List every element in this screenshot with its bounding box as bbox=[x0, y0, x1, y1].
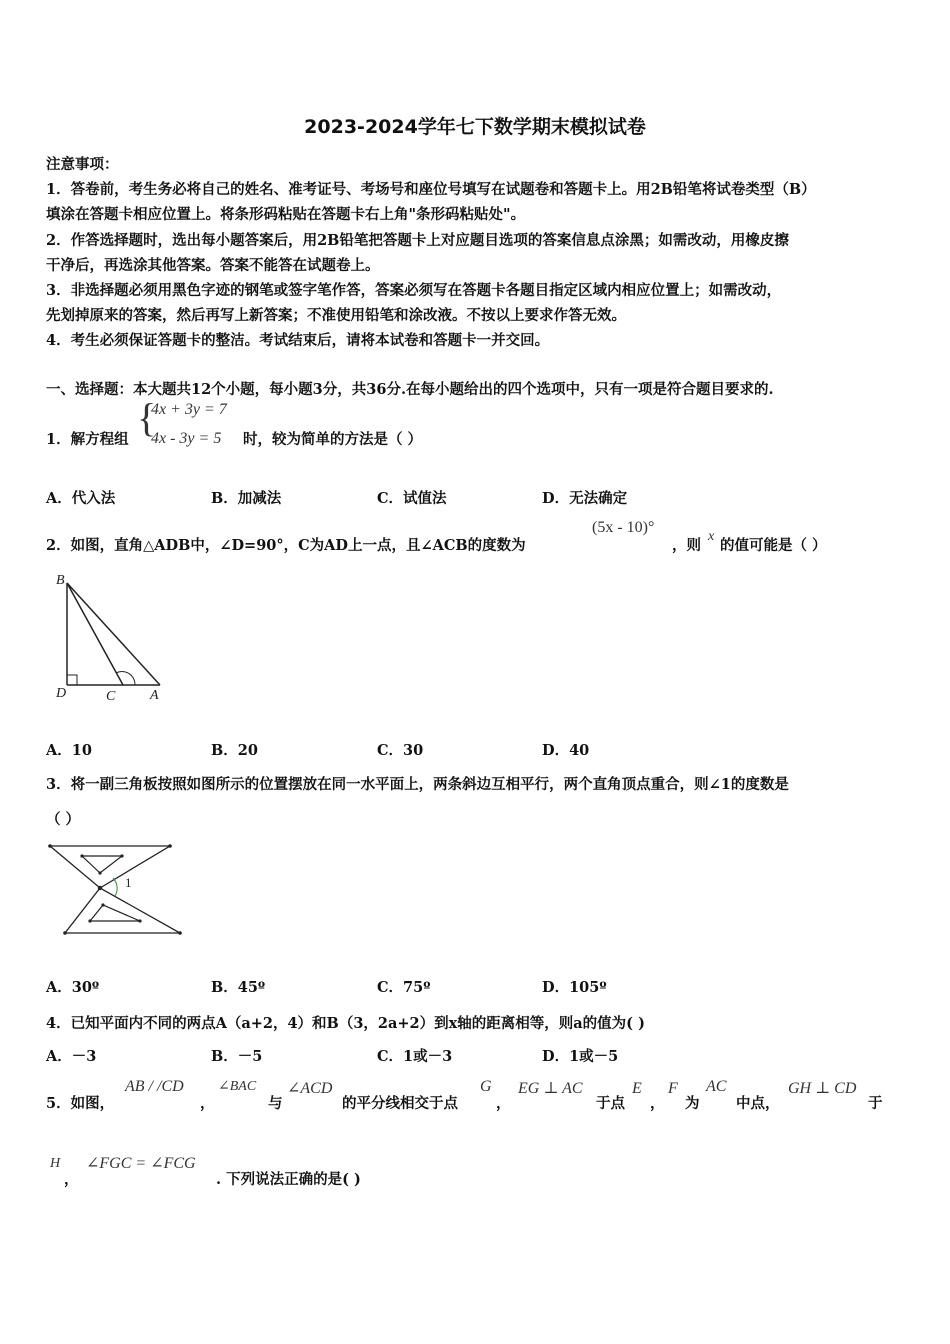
page-title: 2023-2024学年七下数学期末模拟试卷 bbox=[304, 116, 646, 138]
q1-option-d[interactable]: D．无法确定 bbox=[542, 490, 628, 507]
upper-triangle bbox=[50, 846, 170, 888]
q2-option-d[interactable]: D．40 bbox=[542, 742, 590, 759]
notice-line: 2．作答选择题时，选出每小题答案后，用2B铅笔把答题卡上对应题目选项的答案信息点涂黑；如需改动，用橡皮擦 bbox=[46, 232, 789, 249]
lower-inner-triangle bbox=[90, 905, 140, 921]
q1-option-c[interactable]: C．试值法 bbox=[377, 490, 447, 507]
q3-option-d[interactable]: D．105º bbox=[542, 979, 607, 996]
q3-paren: （ ） bbox=[46, 811, 81, 828]
q5-text-and: 与 bbox=[268, 1095, 283, 1112]
q5-text-midpoint: 中点， bbox=[736, 1095, 780, 1112]
q2-text-part1: 2．如图，直角△ADB中，∠D=90°，C为AD上一点，且∠ACB的度数为 bbox=[46, 537, 526, 554]
q2-triangle-figure bbox=[50, 570, 170, 705]
q5-math-angle-equality: ∠FGC = ∠FCG bbox=[86, 1155, 196, 1172]
segment-bc bbox=[67, 583, 123, 685]
q3-option-c[interactable]: C．75º bbox=[377, 979, 431, 996]
q3-option-b[interactable]: B．45º bbox=[211, 979, 266, 996]
equation-brace: { bbox=[137, 395, 157, 440]
q5-label: 5．如图， bbox=[46, 1095, 115, 1112]
q5-math-gh-perp-cd: GH ⊥ CD bbox=[788, 1080, 857, 1097]
upper-inner-triangle bbox=[82, 856, 122, 873]
angle-1-arc bbox=[113, 878, 117, 896]
q1-prefix: 1．解方程组 bbox=[46, 431, 129, 448]
q5-math-e: E bbox=[632, 1080, 642, 1097]
q5-math-ab-parallel-cd: AB / /CD bbox=[125, 1078, 184, 1095]
q3-triangles-figure bbox=[45, 838, 185, 943]
notice-line: 3．非选择题必须用黑色字迹的钢笔或签字笔作答，答案必须写在答题卡各题目指定区域内相应位置上；如需改动， bbox=[46, 282, 782, 299]
notice-line: 4．考生必须保证答题卡的整洁。考试结束后，请将本试卷和答题卡一并交回。 bbox=[46, 332, 550, 349]
q2-option-c[interactable]: C．30 bbox=[377, 742, 424, 759]
q4-text: 4．已知平面内不同的两点A（a+2，4）和B（3，2a+2）到x轴的距离相等，则a的值为( ) bbox=[46, 1015, 645, 1032]
q5-math-ac: AC bbox=[706, 1078, 727, 1095]
q4-option-d[interactable]: D．1或－5 bbox=[542, 1048, 619, 1065]
q5-math-f: F bbox=[668, 1080, 678, 1097]
q2-option-a[interactable]: A．10 bbox=[46, 742, 92, 759]
q5-text-at: 于 bbox=[868, 1095, 883, 1112]
q1-option-b[interactable]: B．加减法 bbox=[211, 490, 282, 507]
q4-option-c[interactable]: C．1或－3 bbox=[377, 1048, 453, 1065]
q4-option-b[interactable]: B．－5 bbox=[211, 1048, 263, 1065]
q5-question: . 下列说法正确的是( ) bbox=[216, 1171, 361, 1188]
segment-ba bbox=[67, 583, 160, 685]
q1-option-a[interactable]: A．代入法 bbox=[46, 490, 116, 507]
q5-math-angle-acd: ∠ACD bbox=[287, 1080, 333, 1097]
section-heading: 一、选择题：本大题共12个小题，每小题3分，共36分.在每小题给出的四个选项中，只有一项是符合题目要求的. bbox=[46, 381, 774, 398]
q2-text bbox=[46, 534, 526, 555]
lower-triangle bbox=[65, 888, 180, 933]
q5-math-eg-perp-ac: EG ⊥ AC bbox=[518, 1080, 583, 1097]
q4-option-a[interactable]: A．－3 bbox=[46, 1048, 97, 1065]
notice-line: 填涂在答题卡相应位置上。将条形码粘贴在答题卡右上角"条形码粘贴处"。 bbox=[46, 206, 526, 223]
label-a: A bbox=[150, 688, 159, 703]
q2-variable: x bbox=[708, 529, 715, 544]
q5-text-is: 为 bbox=[685, 1095, 700, 1112]
label-b: B bbox=[56, 573, 65, 588]
q5-comma: ， bbox=[64, 1171, 79, 1188]
q5-math-h: H bbox=[50, 1156, 61, 1171]
q1-equation-2: 4x - 3y = 5 bbox=[151, 430, 222, 447]
q5-comma: ， bbox=[650, 1095, 665, 1112]
notice-heading: 注意事项： bbox=[46, 156, 119, 173]
label-c: C bbox=[106, 689, 116, 704]
label-d: D bbox=[56, 686, 67, 701]
q5-comma: ， bbox=[496, 1095, 511, 1112]
q2-text-part2: ，则 bbox=[672, 537, 701, 554]
q5-math-angle-bac: ∠BAC bbox=[218, 1079, 257, 1094]
q3-option-a[interactable]: A．30º bbox=[46, 979, 100, 996]
q1-equation-1: 4x + 3y = 7 bbox=[151, 401, 227, 418]
angle-1-label: 1 bbox=[125, 875, 132, 890]
q2-option-b[interactable]: B．20 bbox=[211, 742, 258, 759]
q1-suffix: 时，较为简单的方法是（ ） bbox=[243, 431, 423, 448]
q3-text: 3．将一副三角板按照如图所示的位置摆放在同一水平面上，两条斜边互相平行，两个直角顶点重合，则∠1的度数是 bbox=[46, 776, 789, 793]
q2-angle-expression: (5x - 10)° bbox=[592, 519, 655, 536]
q5-text-bisectors: 的平分线相交于点 bbox=[342, 1095, 458, 1112]
q2-text-part3: 的值可能是（ ） bbox=[720, 537, 827, 554]
q5-math-g: G bbox=[480, 1078, 492, 1095]
q5-text-at-point: 于点 bbox=[596, 1095, 625, 1112]
notice-line: 先划掉原来的答案，然后再写上新答案；不准使用铅笔和涂改液。不按以上要求作答无效。 bbox=[46, 307, 626, 324]
q5-comma: ， bbox=[200, 1095, 215, 1112]
notice-line: 干净后，再选涂其他答案。答案不能答在试题卷上。 bbox=[46, 257, 380, 274]
right-angle-mark bbox=[67, 675, 77, 685]
notice-line: 1．答卷前，考生务必将自己的姓名、准考证号、考场号和座位号填写在试题卷和答题卡上。用2B铅笔将试卷类型（B） bbox=[46, 181, 816, 198]
